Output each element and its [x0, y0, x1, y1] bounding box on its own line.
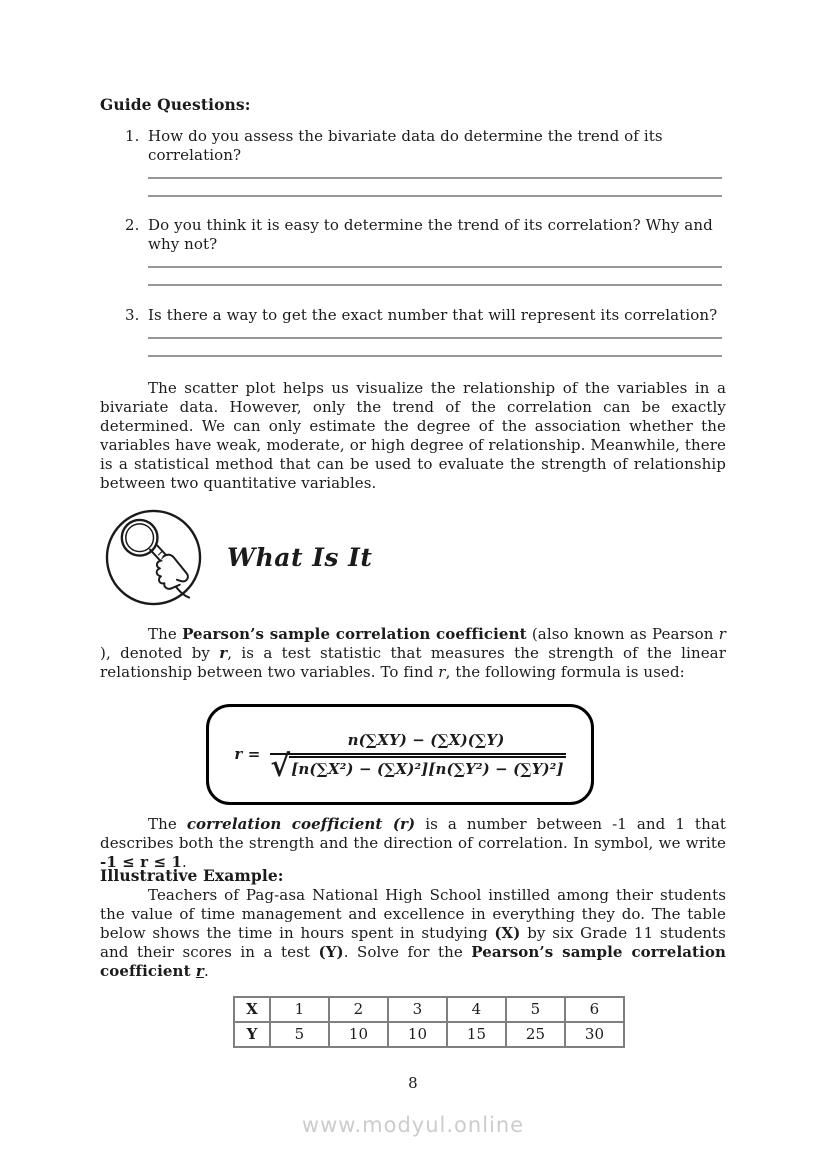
text-segment: , the following formula is used:: [445, 663, 685, 681]
text-segment-bold: -1 ≤ r ≤ 1: [100, 853, 183, 871]
table-cell: 30: [565, 1022, 624, 1047]
question-1-number: 1.: [125, 127, 140, 145]
table-cell: 10: [388, 1022, 447, 1047]
text-segment: . Solve for the: [343, 943, 472, 961]
formula-lhs: r =: [234, 745, 261, 763]
table-cell: 3: [388, 997, 447, 1022]
text-segment: , is a test statistic that measures the strength of the linear relationship between two variables. To find: [100, 644, 726, 681]
question-2: [100, 216, 726, 254]
text-segment-bold-italic: correlation coefficient (r): [186, 815, 416, 833]
answer-line: [148, 250, 722, 268]
text-segment-bold: (X): [494, 924, 521, 942]
text-segment-italic: r: [718, 625, 726, 643]
text-segment: (also known as Pearson: [526, 625, 719, 643]
table-cell: 10: [329, 1022, 388, 1047]
table-cell: 4: [447, 997, 506, 1022]
row-header-y: Y: [234, 1022, 270, 1047]
question-1-answer-area: [148, 161, 722, 197]
answer-line: [148, 339, 722, 357]
text-segment: is a number between -1 and 1 that describes both the strength and the direction of correlation. In symbol, we write: [100, 815, 726, 852]
question-3-answer-area: [148, 321, 722, 357]
table-cell: 5: [506, 997, 565, 1022]
table-cell: 5: [270, 1022, 329, 1047]
answer-line: [148, 161, 722, 179]
table-cell: 6: [565, 997, 624, 1022]
text-segment-bold: Pearson’s sample correlation coefficient: [182, 625, 527, 643]
row-header-x: X: [234, 997, 270, 1022]
magnifier-hand-icon: [104, 508, 203, 607]
table-cell: 15: [447, 1022, 506, 1047]
illustrative-example-paragraph: [100, 886, 726, 981]
question-3-text: Is there a way to get the exact number that will represent its correlation?: [148, 306, 718, 324]
text-segment-italic: r: [438, 663, 446, 681]
formula-denominator: [n(∑X²) − (∑X)²][n(∑Y²) − (∑Y)²]: [289, 756, 565, 779]
table-row-x: [234, 997, 624, 1022]
text-segment: The: [148, 815, 187, 833]
formula-denominator-row: [270, 748, 565, 784]
question-1-text: How do you assess the bivariate data do determine the trend of its correlation?: [148, 127, 663, 164]
what-is-it-title: What Is It: [227, 543, 373, 572]
guide-questions-heading: Guide Questions:: [100, 95, 251, 114]
table-row-y: [234, 1022, 624, 1047]
what-is-it-section: [104, 508, 730, 607]
text-segment: by six Grade 11 students and their scores in a test: [100, 924, 726, 961]
answer-line: [148, 179, 722, 197]
question-3-number: 3.: [125, 306, 140, 324]
text-segment: The: [148, 625, 183, 643]
text-segment: Teachers of Pag-asa National High School instilled among their students the value of time management and excellence in everything they do. The table below shows the time in hours spent in studying: [100, 886, 726, 942]
illustrative-example-heading: Illustrative Example:: [100, 866, 284, 885]
table-cell: 2: [329, 997, 388, 1022]
text-segment: .: [182, 853, 187, 871]
correlation-coefficient-paragraph: [100, 815, 726, 872]
text-segment: .: [203, 962, 209, 980]
formula-fraction: [270, 730, 565, 784]
pearson-formula-box: [206, 704, 594, 805]
text-segment: ), denoted by: [100, 644, 220, 662]
text-segment-bold: (Y): [318, 943, 344, 961]
scatter-plot-paragraph: The scatter plot helps us visualize the relationship of the variables in a bivariate data. However, only the trend of the correlation can be exactly determined. We can only estimate the degree of the association whether the variables have weak, moderate, or high degree of relationship. Meanwhile, there is a statistical method that can be used to evaluate the strength of relationship between two quantitative variables.: [100, 379, 726, 492]
text-segment-bold-italic-underline: r: [195, 962, 204, 980]
table-cell: 25: [506, 1022, 565, 1047]
watermark: www.modyul.online: [301, 1113, 525, 1137]
text-segment-bold: Pearson’s sample correlation coefficient: [100, 943, 726, 980]
pearson-paragraph: [100, 625, 726, 682]
pearson-formula: [234, 730, 565, 784]
answer-line: [148, 268, 722, 286]
radical-sign: √: [270, 748, 291, 784]
page-number: 8: [408, 1074, 418, 1092]
formula-numerator: n(∑XY) − (∑X)(∑Y): [270, 731, 565, 755]
question-1: [100, 127, 726, 165]
xy-data-table: [233, 996, 625, 1048]
question-2-answer-area: [148, 250, 722, 286]
table-cell: 1: [270, 997, 329, 1022]
question-2-text: Do you think it is easy to determine the trend of its correlation? Why and why not?: [148, 216, 713, 253]
answer-line: [148, 321, 722, 339]
text-segment-bold-italic: r: [219, 644, 228, 662]
question-2-number: 2.: [125, 216, 140, 234]
